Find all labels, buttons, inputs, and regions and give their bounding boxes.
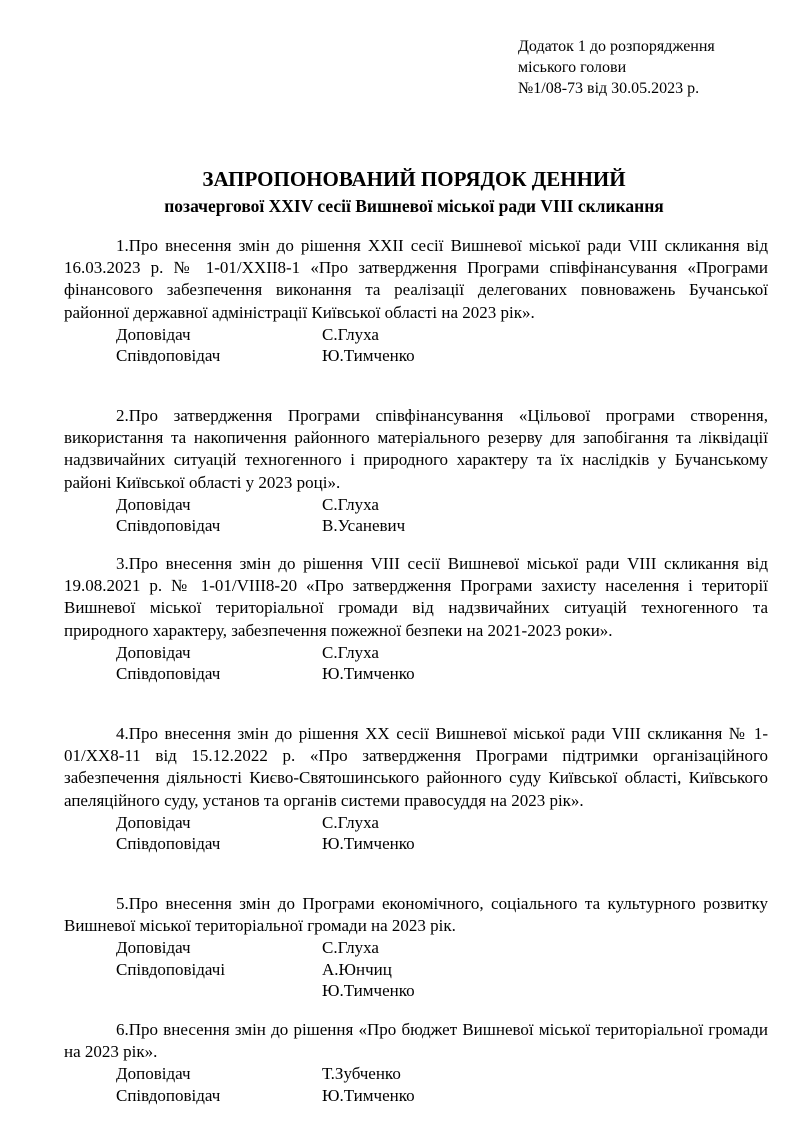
speaker-label: Доповідач (116, 812, 191, 832)
co-speaker-label: Співдоповідач (116, 834, 221, 854)
agenda-item-1 (64, 235, 768, 367)
co-speaker-name: Ю.Тимченко (322, 664, 415, 684)
co-speaker-name: А.Юнчиц (322, 959, 392, 979)
co-speaker-name: Ю.Тимченко (322, 834, 415, 854)
speakers-block (64, 642, 768, 685)
co-speaker-name: Ю.Тимченко (322, 1085, 415, 1105)
speaker-label: Доповідач (116, 938, 191, 958)
speakers-block (64, 812, 768, 855)
co-speaker-label: Співдоповідач (116, 516, 221, 536)
agenda-item-6 (64, 1019, 768, 1106)
agenda-item-text: 1.Про внесення змін до рішення XXII сесії Вишневої міської ради VIII скликання від 16.03.2023 р. № 1-01/XXII8-1 «Про затвердження Програми співфінансування «Програми фінансового забезпечення виконання та реалізації делегованих повноважень Бучанської районної державної адміністрації Київської області на 2023 рік». (64, 236, 768, 322)
speaker-label: Доповідач (116, 494, 191, 514)
co-speaker-name: В.Усаневич (322, 516, 406, 536)
speaker-name: С.Глуха (322, 494, 379, 514)
speakers-block (64, 937, 768, 1002)
appendix-note-line-3: №1/08-73 від 30.05.2023 р. (518, 80, 700, 97)
co-speaker-name: Ю.Тимченко (322, 981, 415, 1001)
speaker-label: Доповідач (116, 324, 191, 344)
speaker-label: Доповідач (116, 1064, 191, 1084)
speaker-name: С.Глуха (322, 642, 379, 662)
speakers-block (64, 324, 768, 367)
speakers-block (64, 494, 768, 537)
document-title: ЗАПРОПОНОВАНИЙ ПОРЯДОК ДЕННИЙ (202, 167, 626, 191)
agenda-item-text: 2.Про затвердження Програми співфінансування «Цільової програми створення, використання та накопичення районного матеріального резерву для запобігання та ліквідації надзвичайних ситуацій техногенного і природного характеру та їх наслідків у Бучанському районі Київської області у 2023 році». (64, 406, 768, 492)
appendix-note-line-1: Додаток 1 до розпорядження (518, 38, 715, 55)
agenda-item-text: 6.Про внесення змін до рішення «Про бюджет Вишневої міської територіальної громади на 2023 рік». (64, 1020, 768, 1062)
speaker-name: С.Глуха (322, 324, 379, 344)
speaker-label: Доповідач (116, 642, 191, 662)
speaker-name: Т.Зубченко (322, 1064, 401, 1084)
co-speaker-label: Співдоповідачі (116, 959, 226, 979)
co-speaker-name: Ю.Тимченко (322, 346, 415, 366)
appendix-note (518, 36, 715, 99)
appendix-note-line-2: міського голови (518, 59, 627, 76)
agenda-item-5 (64, 893, 768, 1002)
agenda-item-3 (64, 553, 768, 685)
agenda-item-2 (64, 405, 768, 537)
co-speaker-label: Співдоповідач (116, 1085, 221, 1105)
co-speaker-label: Співдоповідач (116, 346, 221, 366)
agenda-item-text: 4.Про внесення змін до рішення XX сесії Вишневої міської ради VIII скликання № 1-01/XX8-11 від 15.12.2022 р. «Про затвердження Програми підтримки організаційного забезпечення діяльності Києво-Святошинського районного суду Київської області, Київського апеляційного суду, установ та органів системи правосуддя на 2023 рік». (64, 724, 768, 810)
agenda-item-text: 3.Про внесення змін до рішення VIII сесії Вишневої міської ради VIII скликання від 19.08.2021 р. № 1-01/VIII8-20 «Про затвердження Програми захисту населення і території Вишневої міської територіальної громади від надзвичайних ситуацій техногенного та природного характеру, забезпечення пожежної безпеки на 2021-2023 роки». (64, 554, 768, 640)
document-subtitle: позачергової XXIV сесії Вишневої міської ради VIII скликання (164, 196, 664, 216)
speaker-name: С.Глуха (322, 812, 379, 832)
speaker-name: С.Глуха (322, 938, 379, 958)
co-speaker-label: Співдоповідач (116, 664, 221, 684)
speakers-block (64, 1063, 768, 1106)
agenda-item-4 (64, 723, 768, 855)
agenda-item-text: 5.Про внесення змін до Програми економічного, соціального та культурного розвитку Вишневої міської територіальної громади на 2023 рік. (64, 894, 768, 936)
